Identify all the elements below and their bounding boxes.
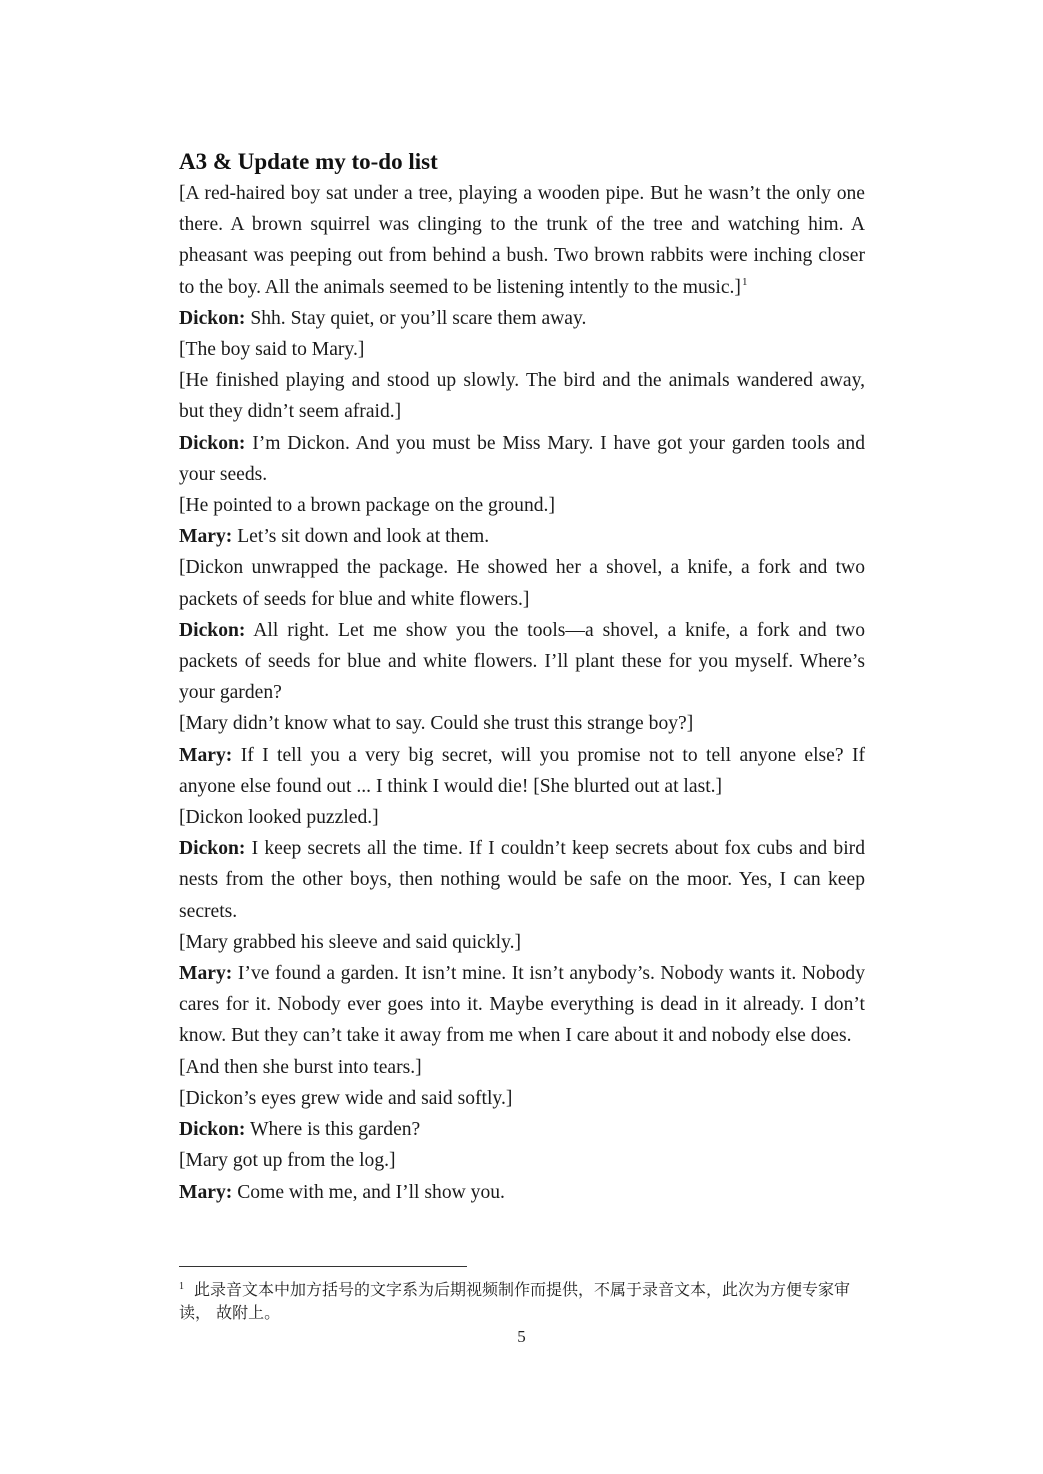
speaker-label: Dickon: <box>179 1119 246 1141</box>
paragraph-text: [Mary got up from the log.] <box>179 1150 396 1172</box>
document-body <box>179 146 865 1208</box>
speaker-label: Mary: <box>179 1181 233 1203</box>
speaker-label: Dickon: <box>179 432 246 454</box>
stage-direction <box>179 365 865 427</box>
paragraph-text: [And then she burst into tears.] <box>179 1056 422 1078</box>
section-heading: A3 & Update my to-do list <box>179 149 438 174</box>
dialogue-line <box>179 833 865 927</box>
dialogue-text: Where is this garden? <box>245 1119 421 1141</box>
footnote-separator <box>179 1266 467 1267</box>
paragraph <box>179 178 865 303</box>
dialogue-text: I’ve found a garden. It isn’t mine. It isn’t anybody’s. Nobody wants it. Nobody cares for it. Nobody ever goes into it. Maybe everything is dead in it already. I don’t know. But they can’t take it away from me when I care about it and nobody else does. <box>179 963 865 1047</box>
paragraph-text: [The boy said to Mary.] <box>179 339 365 361</box>
paragraph-text: [Mary grabbed his sleeve and said quickly.] <box>179 931 522 953</box>
speaker-label: Mary: <box>179 526 233 548</box>
stage-direction <box>179 1145 865 1176</box>
stage-direction <box>179 708 865 739</box>
stage-direction <box>179 802 865 833</box>
dialogue-line <box>179 1114 865 1145</box>
paragraph-text: [Dickon unwrapped the package. He showed her a shovel, a knife, a fork and two packets of seeds for blue and white flowers.] <box>179 557 865 610</box>
page-number: 5 <box>517 1327 526 1346</box>
footnote <box>179 1278 865 1324</box>
speaker-label: Dickon: <box>179 619 246 641</box>
dialogue-line <box>179 428 865 490</box>
paragraph-text: [He finished playing and stood up slowly. The bird and the animals wandered away, but they didn’t seem afraid.] <box>179 370 865 423</box>
stage-direction <box>179 1052 865 1083</box>
script-text <box>179 178 865 1208</box>
dialogue-line <box>179 740 865 802</box>
paragraph-text: [Dickon’s eyes grew wide and said softly.] <box>179 1087 513 1109</box>
dialogue-line <box>179 521 865 552</box>
dialogue-text: If I tell you a very big secret, will you promise not to tell anyone else? If anyone else found out ... I think I would die! [She blurted out at last.] <box>179 744 865 797</box>
stage-direction <box>179 334 865 365</box>
stage-direction <box>179 927 865 958</box>
dialogue-text: I keep secrets all the time. If I couldn’t keep secrets about fox cubs and bird nests from the other boys, then nothing would be safe on the moor. Yes, I can keep secrets. <box>179 838 865 922</box>
paragraph-text: [A red-haired boy sat under a tree, playing a wooden pipe. But he wasn’t the only one there. A brown squirrel was clinging to the trunk of the tree and watching him. A pheasant was peeping out from behind a bush. Two brown rabbits were inching closer to the boy. All the animals seemed to be listening intently to the music.] <box>179 183 865 298</box>
dialogue-line <box>179 958 865 1052</box>
dialogue-text: Come with me, and I’ll show you. <box>232 1181 505 1203</box>
dialogue-text: Let’s sit down and look at them. <box>232 526 490 548</box>
dialogue-line <box>179 1177 865 1208</box>
footnote-reference: 1 <box>741 276 748 289</box>
dialogue-text: I’m Dickon. And you must be Miss Mary. I have got your garden tools and your seeds. <box>179 432 865 485</box>
dialogue-line <box>179 303 865 334</box>
dialogue-text: All right. Let me show you the tools—a shovel, a knife, a fork and two packets of seeds for blue and white flowers. I’ll plant these for you myself. Where’s your garden? <box>179 619 865 704</box>
dialogue-line <box>179 615 865 709</box>
footnote-marker: 1 <box>179 1280 184 1292</box>
stage-direction <box>179 490 865 521</box>
paragraph-text: [Mary didn’t know what to say. Could she trust this strange boy?] <box>179 713 694 735</box>
dialogue-text: Shh. Stay quiet, or you’ll scare them away. <box>245 307 587 329</box>
speaker-label: Dickon: <box>179 838 246 860</box>
speaker-label: Dickon: <box>179 307 246 329</box>
speaker-label: Mary: <box>179 744 233 766</box>
speaker-label: Mary: <box>179 963 233 985</box>
paragraph-text: [He pointed to a brown package on the ground.] <box>179 495 555 517</box>
stage-direction <box>179 1083 865 1114</box>
paragraph-text: [Dickon looked puzzled.] <box>179 807 379 829</box>
footnote-text: 此录音文本中加方括号的文字系为后期视频制作而提供，不属于录音文本，此次为方便专家审读， 故附上。 <box>179 1280 851 1322</box>
stage-direction <box>179 552 865 614</box>
